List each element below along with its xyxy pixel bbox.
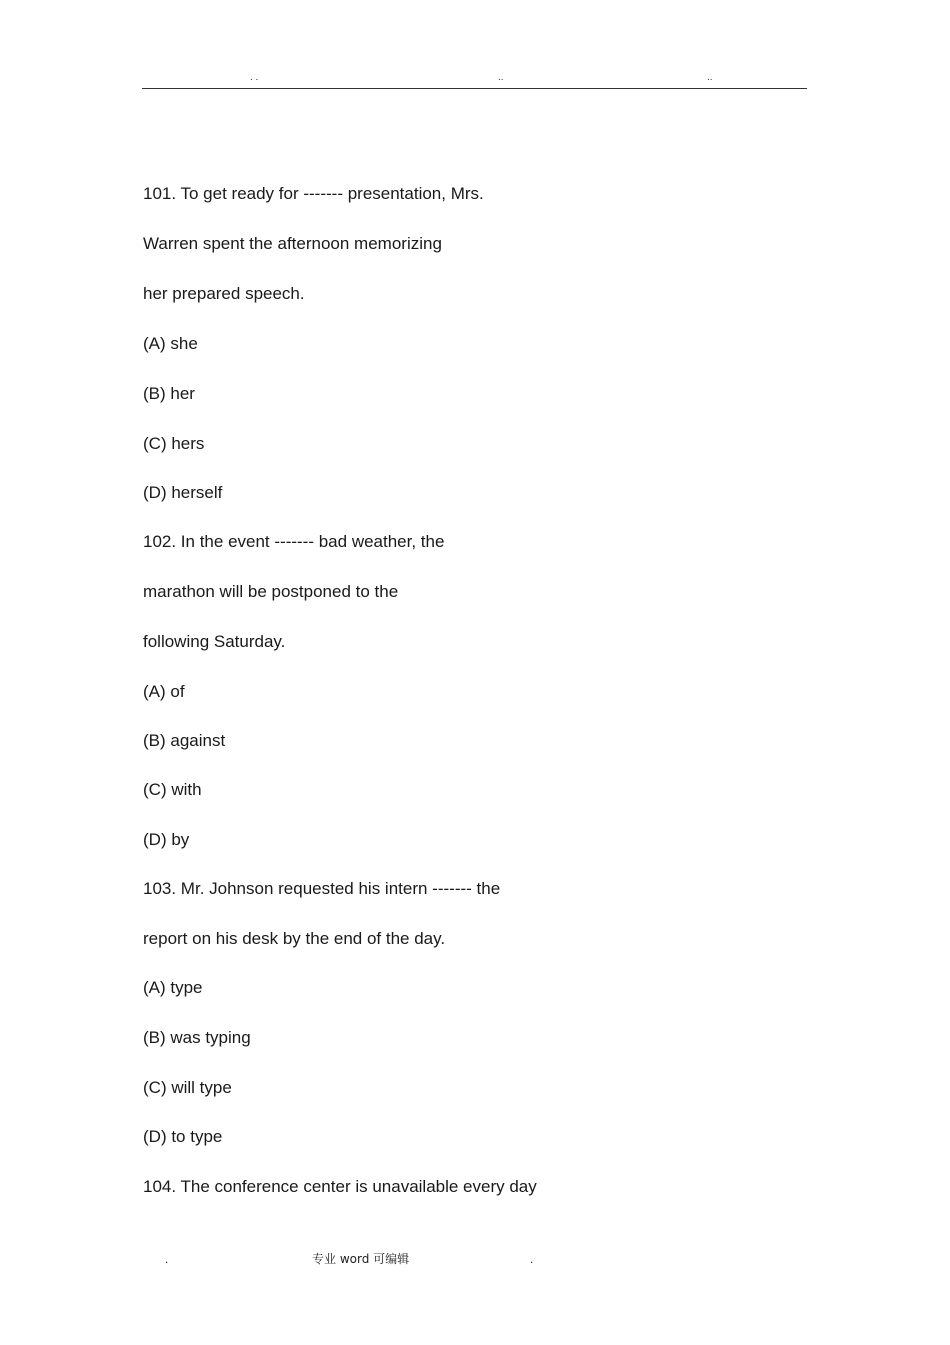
question-103-option-d: (D) to type [143, 1127, 223, 1146]
question-101-option-c: (C) hers [143, 434, 205, 453]
header-mark-right: .. [707, 72, 713, 83]
question-101-option-b: (B) her [143, 384, 195, 403]
question-101-stem-line-2: Warren spent the afternoon memorizing [143, 234, 442, 253]
question-list [143, 182, 803, 1225]
question-102-stem-line-2: marathon will be postponed to the [143, 582, 399, 601]
question-102-option-d: (D) by [143, 830, 190, 849]
header-mark-left: . . [250, 72, 259, 83]
question-101-option-a: (A) she [143, 334, 198, 353]
header-mark-center: .. [498, 72, 504, 83]
question-103-option-c: (C) will type [143, 1078, 232, 1097]
header-rule [142, 88, 807, 89]
footer-mark-right: . [530, 1252, 534, 1266]
question-102-option-c: (C) with [143, 780, 202, 799]
question-102-option-b: (B) against [143, 731, 226, 750]
question-101-option-d: (D) herself [143, 483, 223, 502]
question-103-stem-line-1: 103. Mr. Johnson requested his intern ------- the [143, 879, 501, 898]
question-103-stem-line-2: report on his desk by the end of the day. [143, 929, 446, 948]
question-101-stem-line-3: her prepared speech. [143, 284, 305, 303]
footer-mark-left: . [165, 1252, 169, 1266]
question-103-option-b: (B) was typing [143, 1028, 251, 1047]
footer-caption: 专业 word 可编辑 [312, 1252, 410, 1266]
question-102-stem-line-1: 102. In the event ------- bad weather, the [143, 532, 445, 551]
question-104-stem-line-1: 104. The conference center is unavailable every day [143, 1177, 537, 1196]
question-102-stem-line-3: following Saturday. [143, 632, 286, 651]
question-103-option-a: (A) type [143, 978, 203, 997]
question-101-stem-line-1: 101. To get ready for ------- presentation, Mrs. [143, 184, 484, 203]
question-102-option-a: (A) of [143, 682, 185, 701]
